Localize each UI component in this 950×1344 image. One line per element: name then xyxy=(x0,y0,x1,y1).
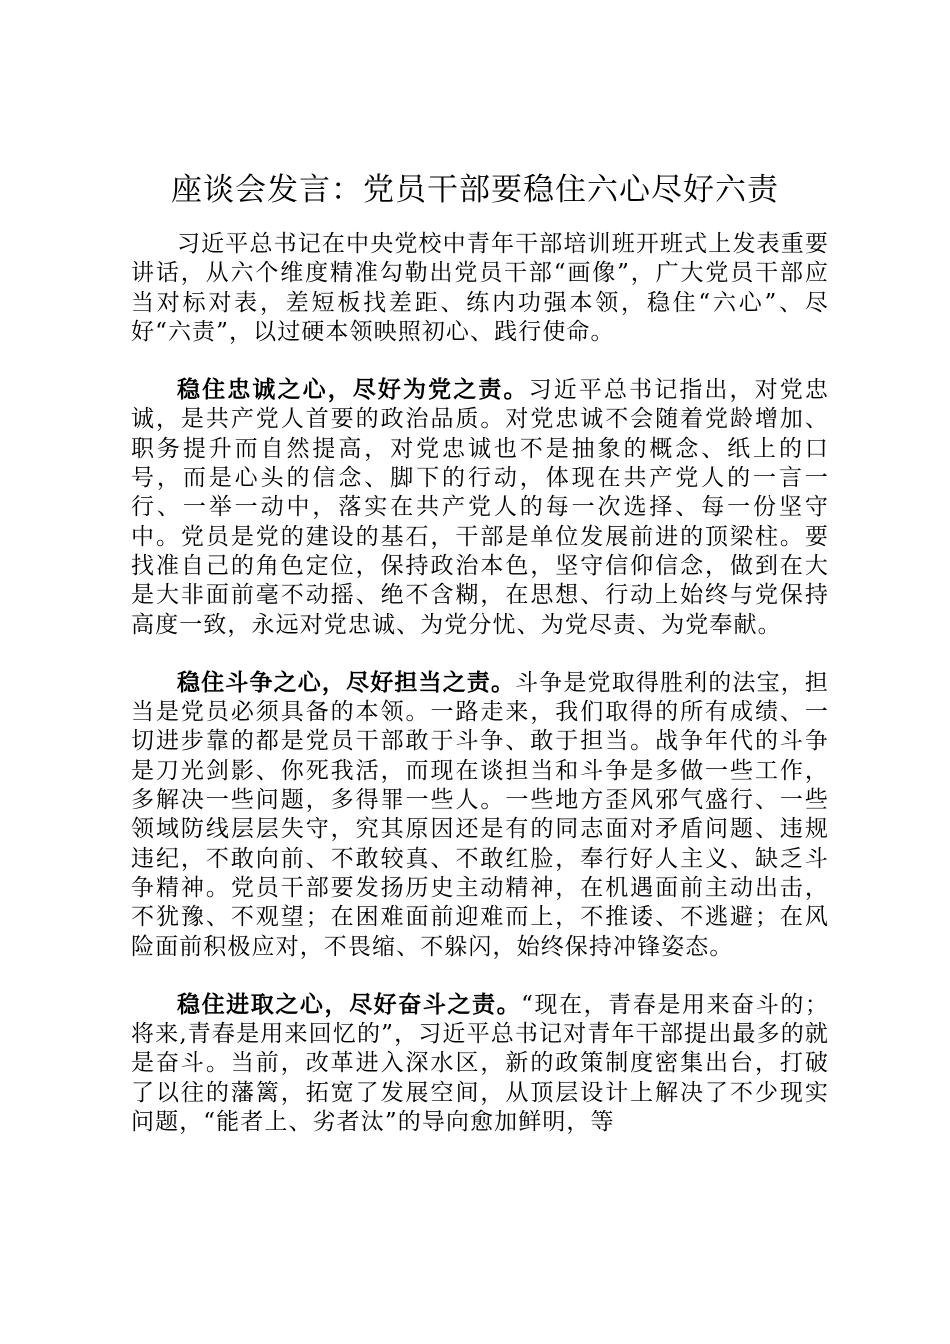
section-text-progress: “现在，青春是用来奋斗的；将来,青春是用来回忆的”，习近平总书记对青年干部提出最多的就是奋斗。当前，改革进入深水区，新的政策制度密集出台，打破了以往的藩篱，拓宽了发展空间，从顶层设计上解决了不少现实问题，“能者上、劣者汰”的导向愈加鲜明，等 xyxy=(131,991,829,1136)
document-body xyxy=(131,230,829,1165)
document-title: 座谈会发言：党员干部要稳住六心尽好六责 xyxy=(171,172,779,208)
section-text-struggle: 斗争是党取得胜利的法宝，担当是党员必须具备的本领。一路走来，我们取得的所有成绩、一切进步靠的都是党员干部敢于斗争、敢于担当。战争年代的斗争是刀光剑影、你死我活，而现在谈担当和斗争是多做一些工作，多解决一些问题，多得罪一些人。一些地方歪风邪气盛行、一些领域防线层层失守，究其原因还是有的同志面对矛盾问题、违规违纪，不敢向前、不敢较真、不敢红脸，奉行好人主义、缺乏斗争精神。党员干部要发扬历史主动精神，在机遇面前主动出击，不犹豫、不观望；在困难面前迎难而上，不推诿、不逃避；在风险面前积极应对，不畏缩、不躲闪，始终保持冲锋姿态。 xyxy=(131,669,829,960)
section-heading-progress: 稳住进取之心，尽好奋斗之责。 xyxy=(177,990,522,1018)
section-heading-loyalty: 稳住忠诚之心，尽好为党之责。 xyxy=(177,376,529,404)
intro-paragraph: 习近平总书记在中央党校中青年干部培训班开班式上发表重要讲话，从六个维度精准勾勒出党员干部“画像”，广大党员干部应当对标对表，差短板找差距、练内功强本领，稳住“六心”、尽好“六责”，以过硬本领映照初心、践行使命。 xyxy=(131,231,829,345)
section-heading-struggle: 稳住斗争之心，尽好担当之责。 xyxy=(177,668,516,696)
section-text-loyalty: 习近平总书记指出，对党忠诚，是共产党人首要的政治品质。对党忠诚不会随着党龄增加、职务提升而自然提高，对党忠诚也不是抽象的概念、纸上的口号，而是心头的信念、脚下的行动，体现在共产党人的一言一行、一举一动中，落实在共产党人的每一次选择、每一份坚守中。党员是党的建设的基石，干部是单位发展前进的顶梁柱。要找准自己的角色定位，保持政治本色，坚守信仰信念，做到在大是大非面前毫不动摇、绝不含糊，在思想、行动上始终与党保持高度一致，永远对党忠诚、为党分忧、为党尽责、为党奉献。 xyxy=(131,377,829,638)
section-paragraph-loyalty xyxy=(131,375,829,640)
section-paragraph-progress xyxy=(131,990,829,1137)
section-paragraph-struggle xyxy=(131,668,829,962)
